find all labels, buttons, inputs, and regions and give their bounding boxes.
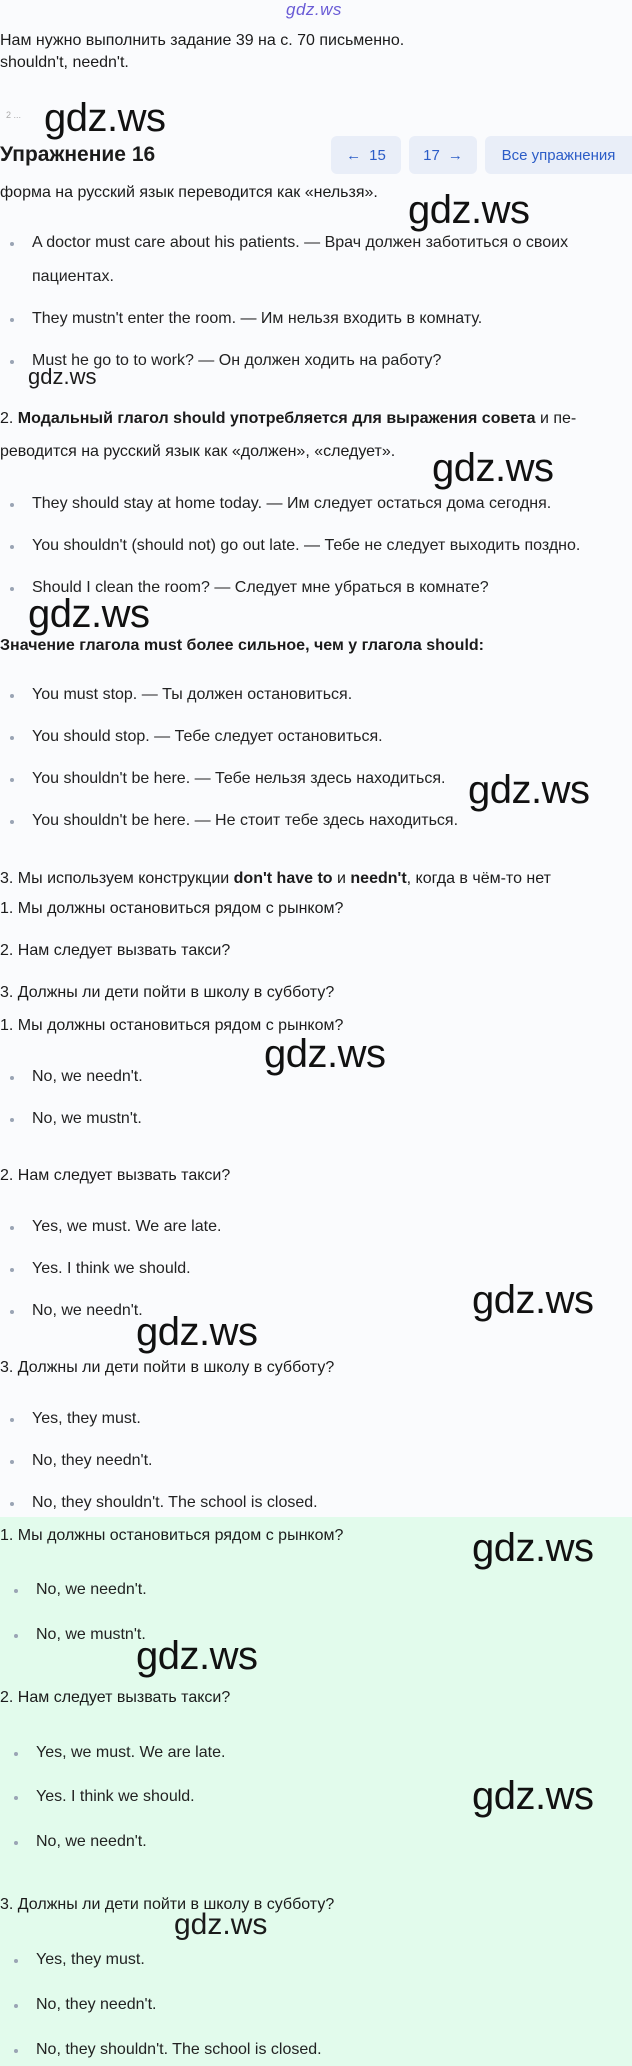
list-item: You shouldn't (should not) go out late. — Тебе не следует выходить поздно.: [32, 537, 581, 554]
list-item: You shouldn't be here. — Не стоит тебе здесь находиться.: [32, 812, 459, 829]
small-label: 2 ...: [6, 110, 22, 120]
question: 3. Должны ли дети пойти в школу в субботу?: [0, 984, 335, 1001]
dont-have-to-bold-2: needn't: [350, 870, 407, 887]
list-item: No, they shouldn't. The school is closed.: [32, 1494, 318, 1511]
bullet: [14, 2049, 18, 2053]
list-item: Should I clean the room? — Следует мне убраться в комнате?: [32, 579, 489, 596]
bullet: [10, 318, 14, 322]
watermark: gdz.ws: [472, 1278, 594, 1322]
list-item: Yes. I think we should.: [32, 1260, 191, 1277]
question: 2. Нам следует вызвать такси?: [0, 942, 231, 959]
bullet: [10, 545, 14, 549]
compare-heading: Значение глагола must более сильное, чем у глагола should:: [0, 637, 484, 654]
list-item: No, they needn't.: [32, 1452, 153, 1469]
bullet: [10, 736, 14, 740]
watermark: gdz.ws: [468, 768, 590, 812]
bullet: [14, 1634, 18, 1638]
list-item: You shouldn't be here. — Тебе нельзя здесь находиться.: [32, 770, 446, 787]
must-lead: форма на русский язык переводится как «нельзя».: [0, 184, 378, 201]
prev-exercise-label: 15: [369, 146, 386, 164]
top-logo: gdz.ws: [286, 0, 342, 19]
all-exercises-label: Все упражнения: [501, 146, 616, 164]
bullet: [10, 1076, 14, 1080]
next-exercise-label: 17: [423, 146, 440, 164]
list-item: Yes, we must. We are late.: [32, 1218, 222, 1235]
watermark: gdz.ws: [432, 446, 554, 490]
list-item: They should stay at home today. — Им следует остаться дома сегодня.: [32, 495, 552, 512]
watermark: gdz.ws: [472, 1526, 594, 1570]
bullet: [10, 242, 14, 246]
list-item: No, they needn't.: [36, 1996, 157, 2013]
next-exercise-button[interactable]: [409, 136, 477, 174]
dont-have-to-post: , когда в чём-то нет: [406, 870, 551, 887]
list-item: Yes, they must.: [36, 1951, 145, 1968]
list-item: You should stop. — Тебе следует остановиться.: [32, 728, 383, 745]
watermark: gdz.ws: [136, 1310, 258, 1354]
answer-question: 3. Должны ли дети пойти в школу в субботу?: [0, 1359, 335, 1376]
list-item: Yes, they must.: [32, 1410, 141, 1427]
list-item: No, we needn't.: [36, 1581, 147, 1598]
all-exercises-button[interactable]: [485, 136, 632, 174]
dont-have-to-mid: и: [332, 870, 351, 887]
bullet: [14, 2004, 18, 2008]
list-item: Must he go to to work? — Он должен ходить на работу?: [32, 352, 442, 369]
bullet: [10, 1502, 14, 1506]
list-item: No, we needn't.: [32, 1302, 143, 1319]
list-item: No, we needn't.: [32, 1068, 143, 1085]
bullet: [14, 1752, 18, 1756]
bullet: [10, 360, 14, 364]
list-item: A doctor must care about his patients. — Врач должен заботиться о своих: [32, 234, 569, 251]
list-item: Yes. I think we should.: [36, 1788, 195, 1805]
bullet: [10, 778, 14, 782]
answer-question: 3. Должны ли дети пойти в школу в субботу?: [0, 1896, 335, 1913]
prev-exercise-button[interactable]: [331, 136, 401, 174]
watermark: gdz.ws: [472, 1774, 594, 1818]
bullet: [10, 694, 14, 698]
watermark: gdz.ws: [44, 96, 166, 140]
question: 1. Мы должны остановиться рядом с рынком?: [0, 900, 344, 917]
watermark: gdz.ws: [28, 592, 150, 636]
should-heading: [0, 408, 576, 430]
bullet: [10, 1226, 14, 1230]
watermark: gdz.ws: [174, 1908, 268, 1941]
bullet: [10, 587, 14, 591]
list-item: No, we needn't.: [36, 1833, 147, 1850]
page-title: Упражнение 16: [0, 143, 156, 166]
list-item: пациентах.: [32, 268, 114, 285]
list-item: They mustn't enter the room. — Им нельзя входить в комнату.: [32, 310, 483, 327]
bullet: [14, 1796, 18, 1800]
dont-have-to-line: [0, 868, 551, 890]
should-heading-bold: Модальный глагол should употребляется для выражения совета: [17, 410, 536, 427]
answer-question: 2. Нам следует вызвать такси?: [0, 1167, 231, 1184]
answer-question: 2. Нам следует вызвать такси?: [0, 1689, 231, 1706]
should-heading-rest: и пе-: [539, 410, 577, 427]
list-item: Yes, we must. We are late.: [36, 1744, 226, 1761]
dont-have-to-pre: 3. Мы используем конструкции: [0, 870, 234, 887]
answer-question: 1. Мы должны остановиться рядом с рынком?: [0, 1017, 344, 1034]
bullet: [10, 820, 14, 824]
bullet: [14, 1959, 18, 1963]
bullet: [10, 1418, 14, 1422]
watermark: gdz.ws: [136, 1634, 258, 1678]
bullet: [14, 1841, 18, 1845]
intro-line-2: shouldn't, needn't.: [0, 54, 129, 71]
bullet: [10, 1118, 14, 1122]
bullet: [10, 1268, 14, 1272]
arrow-right-icon: →: [447, 146, 463, 164]
bullet: [10, 1460, 14, 1464]
list-item: No, they shouldn't. The school is closed.: [36, 2041, 322, 2058]
watermark: gdz.ws: [264, 1032, 386, 1076]
should-heading-line-2: реводится на русский язык как «должен», «следует».: [0, 443, 396, 460]
answer-question: 1. Мы должны остановиться рядом с рынком?: [0, 1527, 344, 1544]
should-heading-num: 2.: [0, 410, 14, 427]
watermark: gdz.ws: [28, 364, 97, 389]
bullet: [10, 1310, 14, 1314]
arrow-left-icon: ←: [346, 146, 362, 164]
list-item: No, we mustn't.: [36, 1626, 146, 1643]
list-item: No, we mustn't.: [32, 1110, 142, 1127]
bullet: [14, 1589, 18, 1593]
bullet: [10, 503, 14, 507]
watermark: gdz.ws: [408, 188, 530, 232]
intro-line-1: Нам нужно выполнить задание 39 на с. 70 письменно.: [0, 32, 405, 49]
list-item: You must stop. — Ты должен остановиться.: [32, 686, 353, 703]
dont-have-to-bold-1: don't have to: [233, 870, 333, 887]
